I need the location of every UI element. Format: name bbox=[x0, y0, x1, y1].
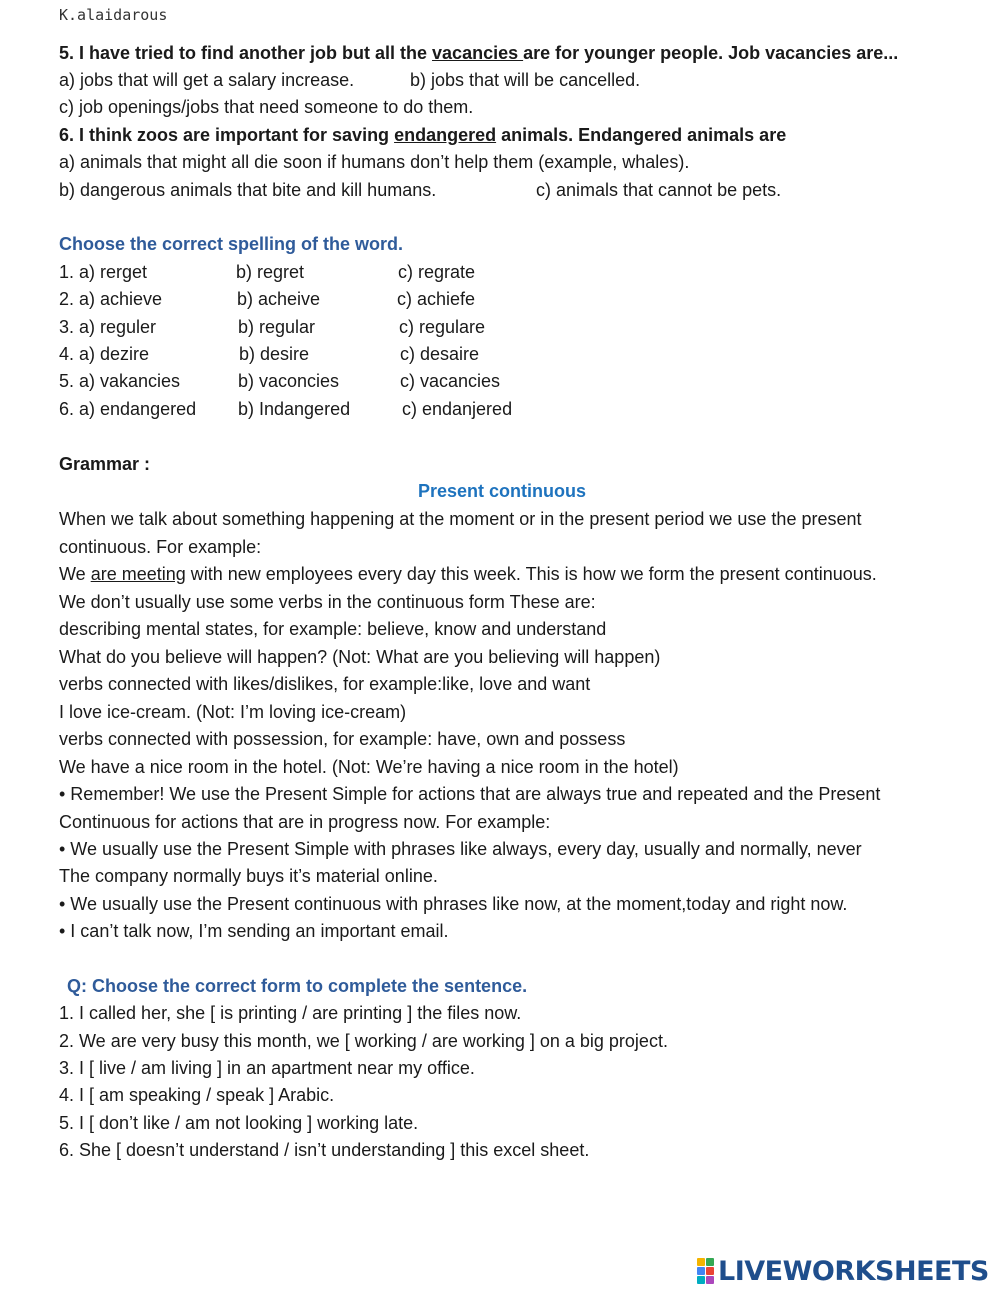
vocab-q5-option-a[interactable]: a) jobs that will get a salary increase. bbox=[59, 70, 355, 90]
exercise-item-6[interactable]: 6. She [ doesn’t understand / isn’t understanding ] this excel sheet. bbox=[59, 1140, 590, 1160]
spelling-row-6-a[interactable]: 6. a) endangered bbox=[59, 399, 197, 419]
spelling-row-2-c[interactable]: c) achiefe bbox=[397, 289, 476, 309]
spelling-row-2-a[interactable]: 2. a) achieve bbox=[59, 289, 163, 309]
grammar-text-7: verbs connected with likes/dislikes, for example:like, love and want bbox=[59, 674, 591, 694]
grammar-text-10: We have a nice room in the hotel. (Not: We’re having a nice room in the hotel) bbox=[59, 757, 679, 777]
grammar-text-6: What do you believe will happen? (Not: What are you believing will happen) bbox=[59, 647, 661, 667]
exercise-heading: Q: Choose the correct form to complete the sentence. bbox=[67, 976, 528, 996]
spelling-row-5-c[interactable]: c) vacancies bbox=[400, 371, 501, 391]
author-name: K.alaidarous bbox=[59, 6, 168, 24]
spelling-row-4-c[interactable]: c) desaire bbox=[400, 344, 480, 364]
exercise-item-4[interactable]: 4. I [ am speaking / speak ] Arabic. bbox=[59, 1085, 335, 1105]
grammar-text-8: I love ice-cream. (Not: I’m loving ice-cream) bbox=[59, 702, 407, 722]
spelling-row-1-a[interactable]: 1. a) rerget bbox=[59, 262, 148, 282]
grammar-text-16: • I can’t talk now, I’m sending an important email. bbox=[59, 921, 449, 941]
vocab-question-6: 6. I think zoos are important for saving endangered animals. Endangered animals are bbox=[59, 125, 787, 145]
spelling-row-3-a[interactable]: 3. a) reguler bbox=[59, 317, 157, 337]
logo-square bbox=[697, 1276, 705, 1284]
spelling-row-2-b[interactable]: b) acheive bbox=[237, 289, 321, 309]
spelling-row-3-b[interactable]: b) regular bbox=[238, 317, 316, 337]
vocab-question-5: 5. I have tried to find another job but all the vacancies are for younger people. Job vacancies are... bbox=[59, 43, 899, 63]
grammar-text-5: describing mental states, for example: believe, know and understand bbox=[59, 619, 607, 639]
logo-square bbox=[697, 1258, 705, 1266]
spelling-row-1-b[interactable]: b) regret bbox=[236, 262, 305, 282]
spelling-row-4-b[interactable]: b) desire bbox=[239, 344, 310, 364]
spelling-row-1-c[interactable]: c) regrate bbox=[398, 262, 476, 282]
vocab-q6-option-b[interactable]: b) dangerous animals that bite and kill humans. bbox=[59, 180, 437, 200]
grammar-text-12: Continuous for actions that are in progress now. For example: bbox=[59, 812, 551, 832]
spelling-row-4-a[interactable]: 4. a) dezire bbox=[59, 344, 150, 364]
grammar-text-13: • We usually use the Present Simple with phrases like always, every day, usually and normally, never bbox=[59, 839, 862, 859]
exercise-item-1[interactable]: 1. I called her, she [ is printing / are printing ] the files now. bbox=[59, 1003, 522, 1023]
grammar-text-15: • We usually use the Present continuous with phrases like now, at the moment,today and right now. bbox=[59, 894, 848, 914]
grammar-label: Grammar : bbox=[59, 454, 151, 474]
grammar-text-3: We are meeting with new employees every day this week. This is how we form the present continuous. bbox=[59, 564, 877, 584]
grammar-text-11: • Remember! We use the Present Simple for actions that are always true and repeated and the Present bbox=[59, 784, 881, 804]
keyword-endangered: endangered bbox=[394, 125, 497, 145]
vocab-q6-option-a[interactable]: a) animals that might all die soon if humans don’t help them (example, whales). bbox=[59, 152, 690, 172]
liveworksheets-logo[interactable] bbox=[697, 1256, 989, 1286]
example-are-meeting: are meeting bbox=[90, 564, 186, 584]
logo-square bbox=[706, 1258, 714, 1266]
spelling-row-6-c[interactable]: c) endanjered bbox=[402, 399, 513, 419]
exercise-item-2[interactable]: 2. We are very busy this month, we [ working / are working ] on a big project. bbox=[59, 1031, 668, 1051]
spelling-row-5-b[interactable]: b) vaconcies bbox=[238, 371, 340, 391]
exercise-item-3[interactable]: 3. I [ live / am living ] in an apartment near my office. bbox=[59, 1058, 475, 1078]
vocab-q5-option-c[interactable]: c) job openings/jobs that need someone to do them. bbox=[59, 97, 474, 117]
spelling-row-6-b[interactable]: b) Indangered bbox=[238, 399, 351, 419]
grammar-text-1: When we talk about something happening at the moment or in the present period we use the present bbox=[59, 509, 862, 529]
spelling-row-3-c[interactable]: c) regulare bbox=[399, 317, 486, 337]
exercise-item-5[interactable]: 5. I [ don’t like / am not looking ] working late. bbox=[59, 1113, 419, 1133]
logo-square bbox=[697, 1267, 705, 1275]
logo-square bbox=[706, 1267, 714, 1275]
spelling-row-5-a[interactable]: 5. a) vakancies bbox=[59, 371, 181, 391]
logo-text: LIVEWORKSHEETS bbox=[718, 1255, 989, 1287]
grammar-text-9: verbs connected with possession, for example: have, own and possess bbox=[59, 729, 626, 749]
vocab-q6-option-c[interactable]: c) animals that cannot be pets. bbox=[536, 180, 782, 200]
grammar-title: Present continuous bbox=[418, 481, 587, 501]
spelling-heading: Choose the correct spelling of the word. bbox=[59, 234, 404, 254]
grammar-text-2: continuous. For example: bbox=[59, 537, 262, 557]
grammar-text-14: The company normally buys it’s material online. bbox=[59, 866, 438, 886]
keyword-vacancies: vacancies bbox=[432, 43, 524, 63]
logo-squares-icon bbox=[697, 1258, 714, 1284]
grammar-text-4: We don’t usually use some verbs in the continuous form These are: bbox=[59, 592, 596, 612]
vocab-q5-option-b[interactable]: b) jobs that will be cancelled. bbox=[410, 70, 641, 90]
logo-square bbox=[706, 1276, 714, 1284]
